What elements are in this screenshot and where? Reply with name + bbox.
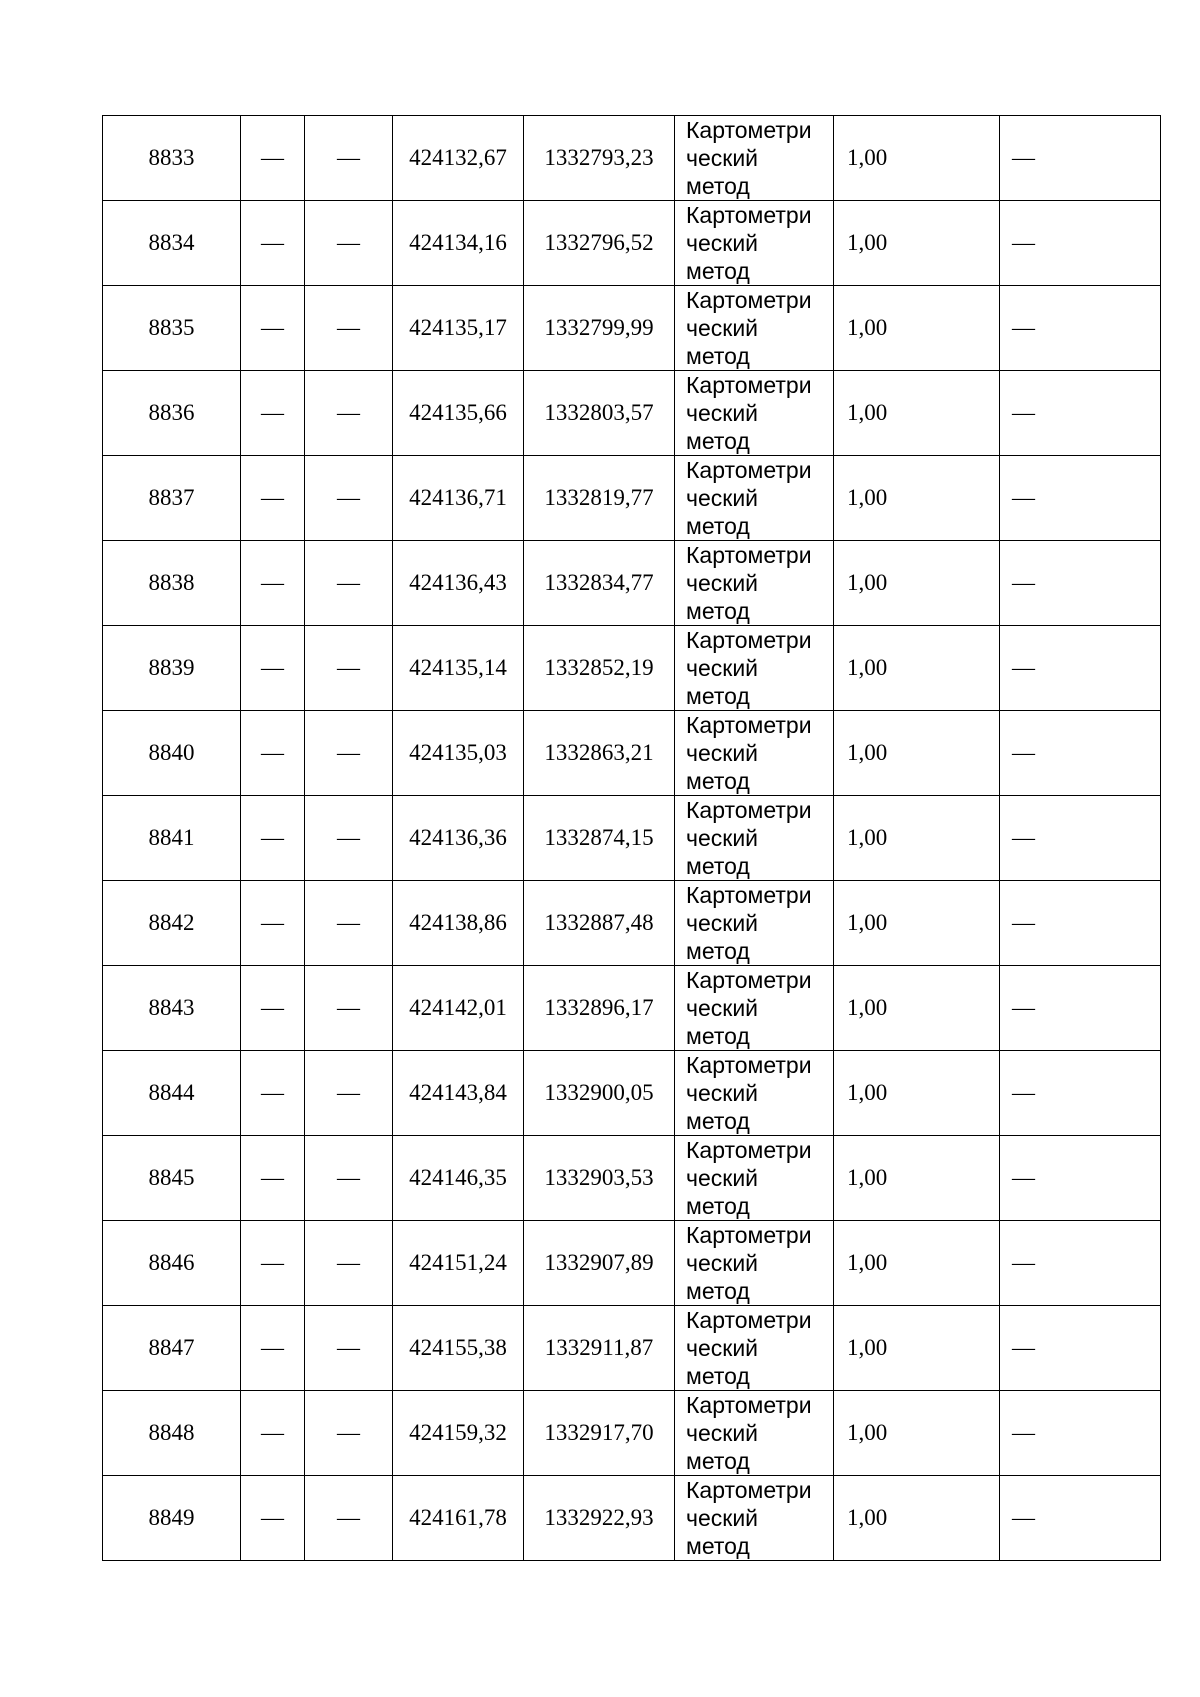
table-row	[103, 456, 1161, 541]
description-cell: —	[1000, 966, 1161, 1051]
empty-value-cell: —	[241, 371, 305, 456]
y-coordinate-cell: 1332911,87	[524, 1306, 675, 1391]
point-number-cell: 8845	[103, 1136, 241, 1221]
y-coordinate-cell: 1332796,52	[524, 201, 675, 286]
accuracy-cell: 1,00	[834, 1136, 1000, 1221]
empty-value-cell: —	[305, 1136, 393, 1221]
description-cell: —	[1000, 711, 1161, 796]
point-number-cell: 8834	[103, 201, 241, 286]
accuracy-cell: 1,00	[834, 1391, 1000, 1476]
point-number-cell: 8843	[103, 966, 241, 1051]
description-cell: —	[1000, 456, 1161, 541]
y-coordinate-cell: 1332887,48	[524, 881, 675, 966]
x-coordinate-cell: 424135,66	[393, 371, 524, 456]
table-row	[103, 541, 1161, 626]
point-number-cell: 8840	[103, 711, 241, 796]
description-cell: —	[1000, 1136, 1161, 1221]
x-coordinate-cell: 424134,16	[393, 201, 524, 286]
point-number-cell: 8846	[103, 1221, 241, 1306]
empty-value-cell: —	[305, 626, 393, 711]
empty-value-cell: —	[241, 286, 305, 371]
empty-value-cell: —	[305, 371, 393, 456]
accuracy-cell: 1,00	[834, 201, 1000, 286]
point-number-cell: 8837	[103, 456, 241, 541]
accuracy-cell: 1,00	[834, 371, 1000, 456]
empty-value-cell: —	[305, 1221, 393, 1306]
empty-value-cell: —	[305, 116, 393, 201]
empty-value-cell: —	[305, 1306, 393, 1391]
y-coordinate-cell: 1332852,19	[524, 626, 675, 711]
table-row	[103, 371, 1161, 456]
method-cell: Картометри ческий метод	[675, 1391, 834, 1476]
table-row	[103, 286, 1161, 371]
table-row	[103, 1051, 1161, 1136]
description-cell: —	[1000, 1476, 1161, 1561]
x-coordinate-cell: 424135,17	[393, 286, 524, 371]
y-coordinate-cell: 1332874,15	[524, 796, 675, 881]
y-coordinate-cell: 1332922,93	[524, 1476, 675, 1561]
x-coordinate-cell: 424136,43	[393, 541, 524, 626]
table-row	[103, 711, 1161, 796]
empty-value-cell: —	[241, 1306, 305, 1391]
empty-value-cell: —	[305, 201, 393, 286]
accuracy-cell: 1,00	[834, 286, 1000, 371]
coordinates-table	[102, 115, 1161, 1561]
empty-value-cell: —	[241, 1051, 305, 1136]
description-cell: —	[1000, 116, 1161, 201]
y-coordinate-cell: 1332907,89	[524, 1221, 675, 1306]
empty-value-cell: —	[241, 1136, 305, 1221]
method-cell: Картометри ческий метод	[675, 456, 834, 541]
method-cell: Картометри ческий метод	[675, 626, 834, 711]
empty-value-cell: —	[305, 456, 393, 541]
table-row	[103, 201, 1161, 286]
point-number-cell: 8849	[103, 1476, 241, 1561]
empty-value-cell: —	[241, 116, 305, 201]
accuracy-cell: 1,00	[834, 626, 1000, 711]
x-coordinate-cell: 424151,24	[393, 1221, 524, 1306]
table-row	[103, 1391, 1161, 1476]
description-cell: —	[1000, 371, 1161, 456]
accuracy-cell: 1,00	[834, 711, 1000, 796]
accuracy-cell: 1,00	[834, 541, 1000, 626]
x-coordinate-cell: 424135,03	[393, 711, 524, 796]
description-cell: —	[1000, 201, 1161, 286]
empty-value-cell: —	[305, 1051, 393, 1136]
empty-value-cell: —	[305, 966, 393, 1051]
table-row	[103, 1476, 1161, 1561]
empty-value-cell: —	[241, 626, 305, 711]
description-cell: —	[1000, 1391, 1161, 1476]
table-row	[103, 626, 1161, 711]
method-cell: Картометри ческий метод	[675, 541, 834, 626]
y-coordinate-cell: 1332863,21	[524, 711, 675, 796]
point-number-cell: 8833	[103, 116, 241, 201]
x-coordinate-cell: 424132,67	[393, 116, 524, 201]
description-cell: —	[1000, 626, 1161, 711]
x-coordinate-cell: 424136,36	[393, 796, 524, 881]
table-row	[103, 1306, 1161, 1391]
description-cell: —	[1000, 881, 1161, 966]
description-cell: —	[1000, 796, 1161, 881]
x-coordinate-cell: 424143,84	[393, 1051, 524, 1136]
x-coordinate-cell: 424159,32	[393, 1391, 524, 1476]
empty-value-cell: —	[241, 1476, 305, 1561]
empty-value-cell: —	[241, 711, 305, 796]
y-coordinate-cell: 1332799,99	[524, 286, 675, 371]
method-cell: Картометри ческий метод	[675, 1136, 834, 1221]
accuracy-cell: 1,00	[834, 966, 1000, 1051]
method-cell: Картометри ческий метод	[675, 1476, 834, 1561]
method-cell: Картометри ческий метод	[675, 1221, 834, 1306]
point-number-cell: 8835	[103, 286, 241, 371]
accuracy-cell: 1,00	[834, 1476, 1000, 1561]
accuracy-cell: 1,00	[834, 1221, 1000, 1306]
method-cell: Картометри ческий метод	[675, 796, 834, 881]
empty-value-cell: —	[241, 541, 305, 626]
empty-value-cell: —	[305, 1391, 393, 1476]
table-row	[103, 116, 1161, 201]
description-cell: —	[1000, 1051, 1161, 1136]
table-row	[103, 1221, 1161, 1306]
empty-value-cell: —	[305, 796, 393, 881]
empty-value-cell: —	[241, 881, 305, 966]
accuracy-cell: 1,00	[834, 796, 1000, 881]
y-coordinate-cell: 1332896,17	[524, 966, 675, 1051]
empty-value-cell: —	[241, 1221, 305, 1306]
point-number-cell: 8836	[103, 371, 241, 456]
y-coordinate-cell: 1332834,77	[524, 541, 675, 626]
x-coordinate-cell: 424142,01	[393, 966, 524, 1051]
table-row	[103, 966, 1161, 1051]
description-cell: —	[1000, 286, 1161, 371]
empty-value-cell: —	[241, 201, 305, 286]
point-number-cell: 8838	[103, 541, 241, 626]
x-coordinate-cell: 424135,14	[393, 626, 524, 711]
y-coordinate-cell: 1332819,77	[524, 456, 675, 541]
method-cell: Картометри ческий метод	[675, 1306, 834, 1391]
description-cell: —	[1000, 1221, 1161, 1306]
y-coordinate-cell: 1332793,23	[524, 116, 675, 201]
point-number-cell: 8847	[103, 1306, 241, 1391]
method-cell: Картометри ческий метод	[675, 881, 834, 966]
empty-value-cell: —	[305, 1476, 393, 1561]
method-cell: Картометри ческий метод	[675, 711, 834, 796]
empty-value-cell: —	[305, 541, 393, 626]
empty-value-cell: —	[305, 286, 393, 371]
description-cell: —	[1000, 1306, 1161, 1391]
empty-value-cell: —	[305, 711, 393, 796]
method-cell: Картометри ческий метод	[675, 371, 834, 456]
table-body	[103, 116, 1161, 1561]
x-coordinate-cell: 424155,38	[393, 1306, 524, 1391]
point-number-cell: 8839	[103, 626, 241, 711]
x-coordinate-cell: 424138,86	[393, 881, 524, 966]
accuracy-cell: 1,00	[834, 456, 1000, 541]
accuracy-cell: 1,00	[834, 116, 1000, 201]
accuracy-cell: 1,00	[834, 1306, 1000, 1391]
table-row	[103, 1136, 1161, 1221]
method-cell: Картометри ческий метод	[675, 286, 834, 371]
empty-value-cell: —	[241, 456, 305, 541]
x-coordinate-cell: 424146,35	[393, 1136, 524, 1221]
description-cell: —	[1000, 541, 1161, 626]
method-cell: Картометри ческий метод	[675, 201, 834, 286]
point-number-cell: 8844	[103, 1051, 241, 1136]
method-cell: Картометри ческий метод	[675, 1051, 834, 1136]
empty-value-cell: —	[241, 796, 305, 881]
method-cell: Картометри ческий метод	[675, 966, 834, 1051]
x-coordinate-cell: 424161,78	[393, 1476, 524, 1561]
table-row	[103, 881, 1161, 966]
y-coordinate-cell: 1332903,53	[524, 1136, 675, 1221]
point-number-cell: 8848	[103, 1391, 241, 1476]
y-coordinate-cell: 1332803,57	[524, 371, 675, 456]
accuracy-cell: 1,00	[834, 1051, 1000, 1136]
empty-value-cell: —	[241, 966, 305, 1051]
y-coordinate-cell: 1332917,70	[524, 1391, 675, 1476]
x-coordinate-cell: 424136,71	[393, 456, 524, 541]
empty-value-cell: —	[241, 1391, 305, 1476]
y-coordinate-cell: 1332900,05	[524, 1051, 675, 1136]
method-cell: Картометри ческий метод	[675, 116, 834, 201]
empty-value-cell: —	[305, 881, 393, 966]
point-number-cell: 8841	[103, 796, 241, 881]
point-number-cell: 8842	[103, 881, 241, 966]
accuracy-cell: 1,00	[834, 881, 1000, 966]
table-row	[103, 796, 1161, 881]
